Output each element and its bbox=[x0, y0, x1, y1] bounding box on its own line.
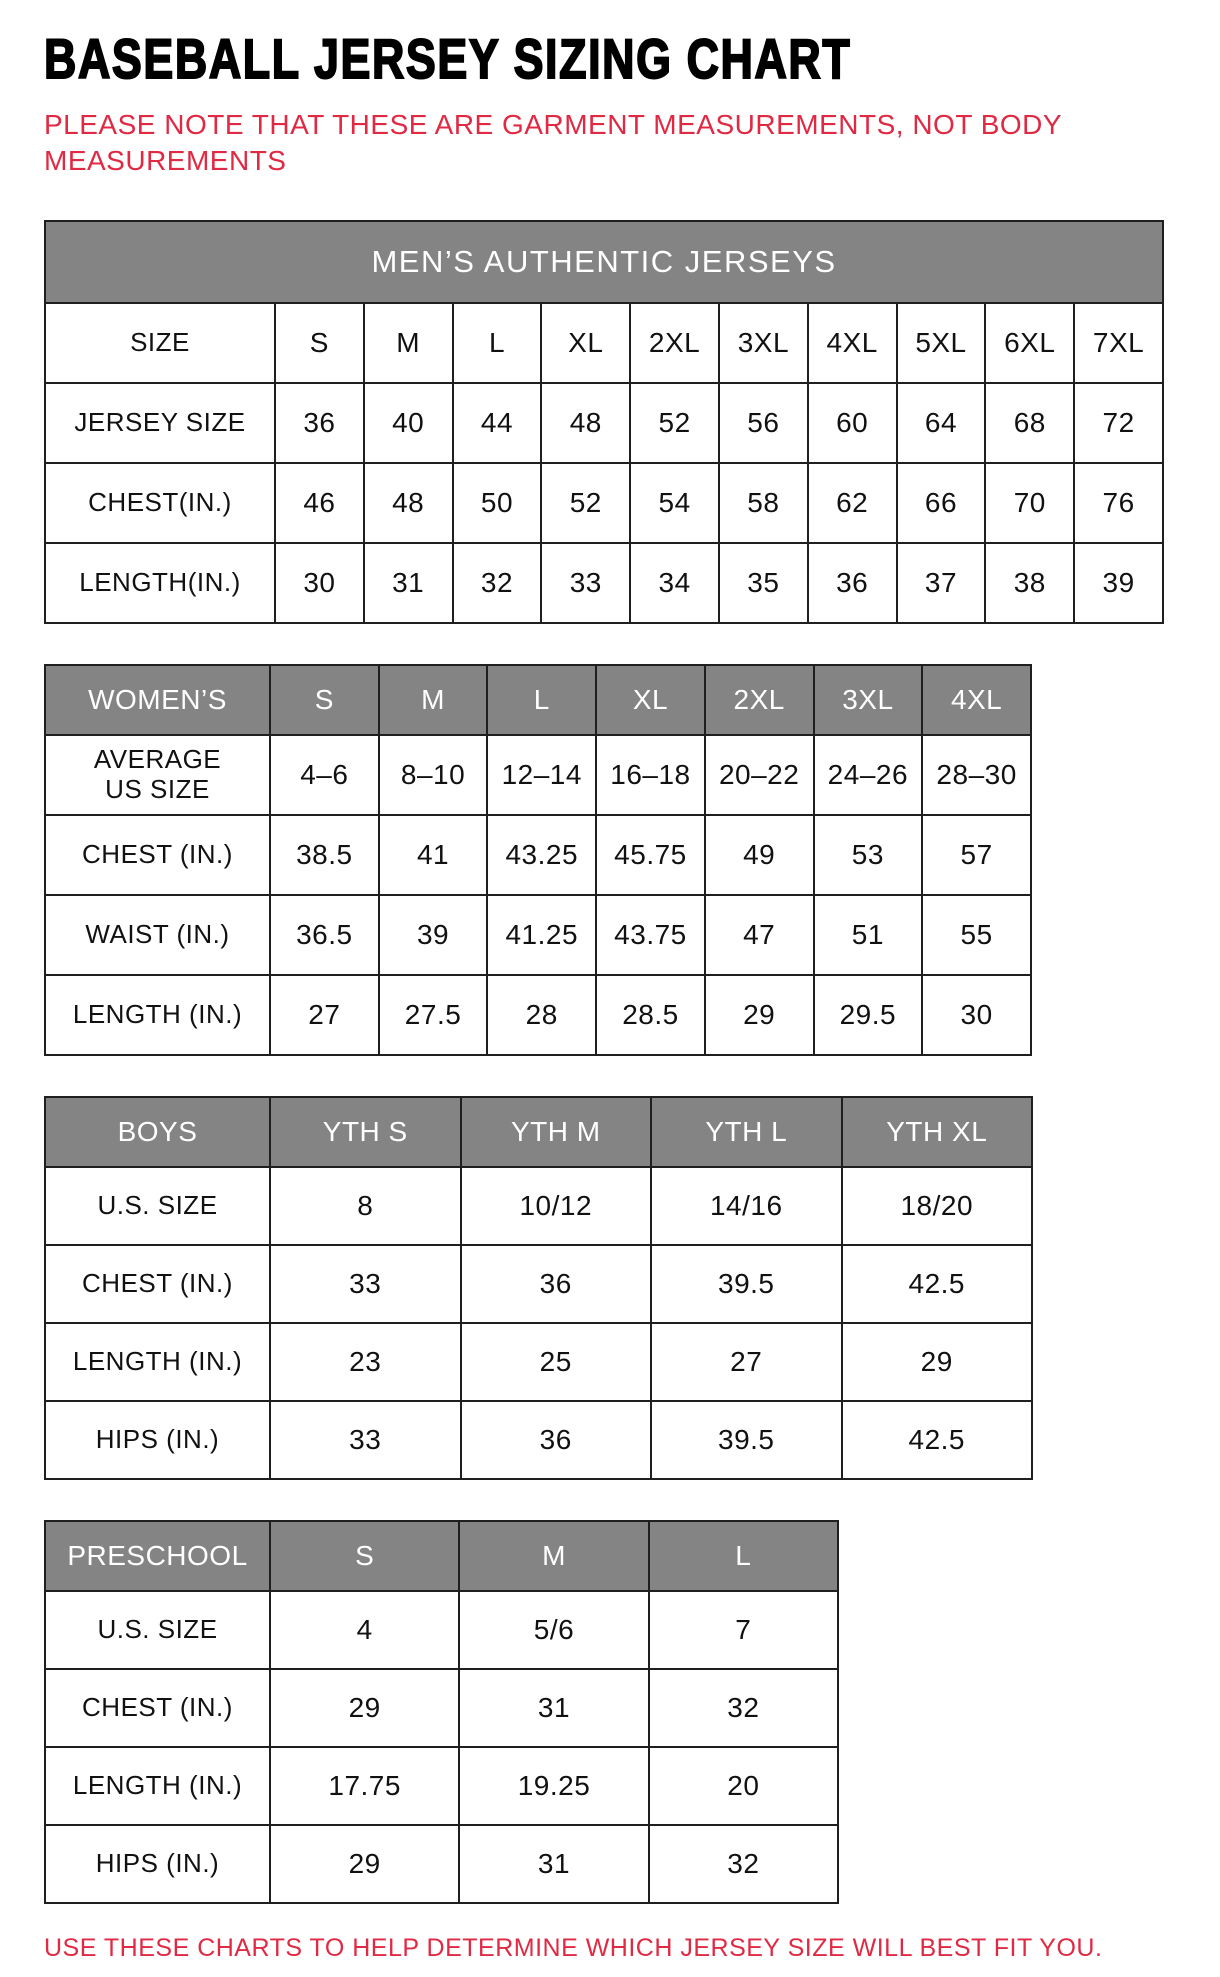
cell: 5XL bbox=[897, 303, 986, 383]
row-label: LENGTH (IN.) bbox=[45, 975, 270, 1055]
cell: 57 bbox=[922, 815, 1031, 895]
cell: 33 bbox=[270, 1401, 461, 1479]
cell: 3XL bbox=[719, 303, 808, 383]
table-row bbox=[45, 735, 1031, 815]
cell: 34 bbox=[630, 543, 719, 623]
cell: 4–6 bbox=[270, 735, 379, 815]
row-label: CHEST (IN.) bbox=[45, 815, 270, 895]
mens-sizing-table bbox=[44, 220, 1164, 624]
cell: 32 bbox=[649, 1669, 838, 1747]
cell: 29 bbox=[270, 1669, 459, 1747]
boys-sizing-table bbox=[44, 1096, 1033, 1480]
page-header bbox=[44, 26, 1180, 180]
size-header: S bbox=[270, 665, 379, 735]
cell: 58 bbox=[719, 463, 808, 543]
cell: 39 bbox=[1074, 543, 1163, 623]
table-row bbox=[45, 463, 1163, 543]
cell: 12–14 bbox=[487, 735, 596, 815]
cell: 50 bbox=[453, 463, 542, 543]
cell: 43.25 bbox=[487, 815, 596, 895]
cell: 36 bbox=[275, 383, 364, 463]
row-label: SIZE bbox=[45, 303, 275, 383]
cell: 72 bbox=[1074, 383, 1163, 463]
cell: 36 bbox=[808, 543, 897, 623]
row-label: CHEST (IN.) bbox=[45, 1245, 270, 1323]
size-header: 3XL bbox=[814, 665, 923, 735]
row-label: HIPS (IN.) bbox=[45, 1401, 270, 1479]
cell: 27 bbox=[651, 1323, 842, 1401]
cell: 54 bbox=[630, 463, 719, 543]
cell: 25 bbox=[461, 1323, 652, 1401]
cell: 37 bbox=[897, 543, 986, 623]
cell: 40 bbox=[364, 383, 453, 463]
cell: 28.5 bbox=[596, 975, 705, 1055]
cell: 16–18 bbox=[596, 735, 705, 815]
cell: 53 bbox=[814, 815, 923, 895]
cell: 31 bbox=[459, 1825, 648, 1903]
row-label: HIPS (IN.) bbox=[45, 1825, 270, 1903]
cell: S bbox=[275, 303, 364, 383]
row-label: LENGTH (IN.) bbox=[45, 1747, 270, 1825]
cell: 23 bbox=[270, 1323, 461, 1401]
table-row bbox=[45, 1323, 1032, 1401]
size-header: 2XL bbox=[705, 665, 814, 735]
womens-header-label: WOMEN’S bbox=[45, 665, 270, 735]
cell: 30 bbox=[922, 975, 1031, 1055]
table-row bbox=[45, 1669, 838, 1747]
cell: 36 bbox=[461, 1245, 652, 1323]
table-row bbox=[45, 1591, 838, 1669]
cell: 28–30 bbox=[922, 735, 1031, 815]
cell: 33 bbox=[541, 543, 630, 623]
cell: 42.5 bbox=[842, 1245, 1033, 1323]
cell: 33 bbox=[270, 1245, 461, 1323]
cell: 41.25 bbox=[487, 895, 596, 975]
size-header: YTH S bbox=[270, 1097, 461, 1167]
cell: 38 bbox=[985, 543, 1074, 623]
table-row bbox=[45, 303, 1163, 383]
cell: 70 bbox=[985, 463, 1074, 543]
cell: 24–26 bbox=[814, 735, 923, 815]
table-row bbox=[45, 1167, 1032, 1245]
cell: 64 bbox=[897, 383, 986, 463]
table-row bbox=[45, 383, 1163, 463]
cell: 27 bbox=[270, 975, 379, 1055]
table-row bbox=[45, 1521, 838, 1591]
cell: 68 bbox=[985, 383, 1074, 463]
row-label: JERSEY SIZE bbox=[45, 383, 275, 463]
row-label: U.S. SIZE bbox=[45, 1167, 270, 1245]
cell: 55 bbox=[922, 895, 1031, 975]
size-header: YTH M bbox=[461, 1097, 652, 1167]
cell: 47 bbox=[705, 895, 814, 975]
cell: XL bbox=[541, 303, 630, 383]
cell: 32 bbox=[649, 1825, 838, 1903]
size-header: XL bbox=[596, 665, 705, 735]
cell: 48 bbox=[364, 463, 453, 543]
cell: 51 bbox=[814, 895, 923, 975]
preschool-header-label: PRESCHOOL bbox=[45, 1521, 270, 1591]
size-header: S bbox=[270, 1521, 459, 1591]
cell: 42.5 bbox=[842, 1401, 1033, 1479]
cell: 56 bbox=[719, 383, 808, 463]
cell: 29 bbox=[705, 975, 814, 1055]
cell: 10/12 bbox=[461, 1167, 652, 1245]
cell: 29.5 bbox=[814, 975, 923, 1055]
womens-sizing-table bbox=[44, 664, 1032, 1056]
cell: L bbox=[453, 303, 542, 383]
row-label: CHEST(IN.) bbox=[45, 463, 275, 543]
cell: 41 bbox=[379, 815, 488, 895]
cell: 44 bbox=[453, 383, 542, 463]
cell: 31 bbox=[364, 543, 453, 623]
cell: 32 bbox=[453, 543, 542, 623]
cell: 20 bbox=[649, 1747, 838, 1825]
cell: 4XL bbox=[808, 303, 897, 383]
row-label: WAIST (IN.) bbox=[45, 895, 270, 975]
size-header: M bbox=[459, 1521, 648, 1591]
table-row bbox=[45, 895, 1031, 975]
cell: 39 bbox=[379, 895, 488, 975]
cell: 6XL bbox=[985, 303, 1074, 383]
row-label: CHEST (IN.) bbox=[45, 1669, 270, 1747]
cell: 52 bbox=[630, 383, 719, 463]
cell: 2XL bbox=[630, 303, 719, 383]
cell: 45.75 bbox=[596, 815, 705, 895]
cell: 49 bbox=[705, 815, 814, 895]
size-header: YTH L bbox=[651, 1097, 842, 1167]
cell: 5/6 bbox=[459, 1591, 648, 1669]
row-label: U.S. SIZE bbox=[45, 1591, 270, 1669]
cell: 39.5 bbox=[651, 1401, 842, 1479]
preschool-sizing-table bbox=[44, 1520, 839, 1904]
cell: 7XL bbox=[1074, 303, 1163, 383]
cell: 8–10 bbox=[379, 735, 488, 815]
cell: 43.75 bbox=[596, 895, 705, 975]
table-row bbox=[45, 1825, 838, 1903]
cell: 17.75 bbox=[270, 1747, 459, 1825]
cell: 4 bbox=[270, 1591, 459, 1669]
cell: 31 bbox=[459, 1669, 648, 1747]
table-row bbox=[45, 665, 1031, 735]
page-title: BASEBALL JERSEY SIZING CHART bbox=[44, 27, 852, 90]
table-row bbox=[45, 1401, 1032, 1479]
cell: 36.5 bbox=[270, 895, 379, 975]
table-row bbox=[45, 543, 1163, 623]
cell: 38.5 bbox=[270, 815, 379, 895]
row-label: LENGTH (IN.) bbox=[45, 1323, 270, 1401]
cell: 62 bbox=[808, 463, 897, 543]
cell: 28 bbox=[487, 975, 596, 1055]
cell: 52 bbox=[541, 463, 630, 543]
cell: 29 bbox=[842, 1323, 1033, 1401]
cell: 27.5 bbox=[379, 975, 488, 1055]
table-row bbox=[45, 815, 1031, 895]
table-row bbox=[45, 221, 1163, 303]
fit-advice-note: USE THESE CHARTS TO HELP DETERMINE WHICH JERSEY SIZE WILL BEST FIT YOU. bbox=[44, 1933, 1103, 1962]
cell: 60 bbox=[808, 383, 897, 463]
table-row bbox=[45, 1097, 1032, 1167]
cell: 29 bbox=[270, 1825, 459, 1903]
cell: 18/20 bbox=[842, 1167, 1033, 1245]
size-header: YTH XL bbox=[842, 1097, 1033, 1167]
boys-header-label: BOYS bbox=[45, 1097, 270, 1167]
cell: 48 bbox=[541, 383, 630, 463]
cell: 30 bbox=[275, 543, 364, 623]
cell: M bbox=[364, 303, 453, 383]
mens-table-banner: MEN’S AUTHENTIC JERSEYS bbox=[45, 221, 1163, 303]
size-header: M bbox=[379, 665, 488, 735]
cell: 36 bbox=[461, 1401, 652, 1479]
cell: 20–22 bbox=[705, 735, 814, 815]
table-row bbox=[45, 975, 1031, 1055]
cell: 7 bbox=[649, 1591, 838, 1669]
cell: 66 bbox=[897, 463, 986, 543]
table-row bbox=[45, 1747, 838, 1825]
cell: 35 bbox=[719, 543, 808, 623]
cell: 19.25 bbox=[459, 1747, 648, 1825]
table-row bbox=[45, 1245, 1032, 1323]
size-header: L bbox=[649, 1521, 838, 1591]
cell: 8 bbox=[270, 1167, 461, 1245]
size-header: 4XL bbox=[922, 665, 1031, 735]
cell: 39.5 bbox=[651, 1245, 842, 1323]
row-label: AVERAGE US SIZE bbox=[45, 735, 270, 815]
measurement-note: PLEASE NOTE THAT THESE ARE GARMENT MEASUREMENTS, NOT BODY MEASUREMENTS bbox=[44, 109, 1062, 177]
cell: 14/16 bbox=[651, 1167, 842, 1245]
row-label: LENGTH(IN.) bbox=[45, 543, 275, 623]
cell: 46 bbox=[275, 463, 364, 543]
size-header: L bbox=[487, 665, 596, 735]
cell: 76 bbox=[1074, 463, 1163, 543]
